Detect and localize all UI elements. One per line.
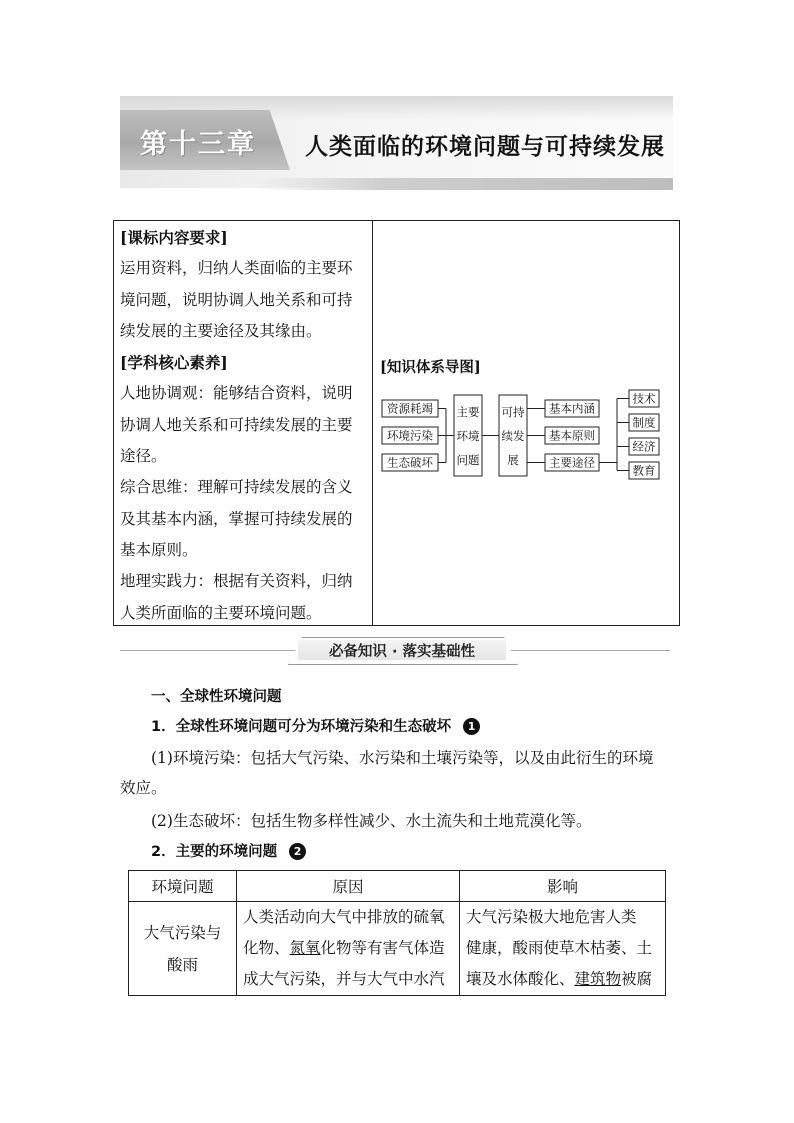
problem-label: 生态破坏: [387, 455, 433, 470]
section-heading: 一、全球性环境问题: [151, 689, 282, 705]
sustainable-label: 展: [507, 453, 519, 467]
section-banner-label: 必备知识 · 落实基础性: [328, 644, 476, 660]
paragraph-ecological: (2)生态破坏：包括生物多样性减少、水土流失和土地荒漠化等。: [151, 812, 592, 830]
problem-label: 资源耗竭: [387, 401, 433, 416]
note-marker-2[interactable]: 2: [289, 843, 306, 860]
sustainable-label: 续发: [501, 429, 525, 443]
underlined-term: 氮氧: [289, 939, 321, 957]
point-1-text: 1．全球性环境问题可分为环境污染和生态破坏: [151, 719, 452, 735]
cause-line: 成大气污染，并与大气中水汽: [243, 970, 445, 988]
chapter-number: 第十三章: [140, 129, 256, 160]
approach-label: 教育: [632, 463, 656, 478]
requirements-text: [120, 222, 368, 629]
main-problems-label: 环境: [456, 429, 480, 443]
point-1: [151, 717, 480, 737]
cause-fragment: 化物等有害气体造: [320, 939, 445, 957]
paragraph-pollution: (1)环境污染：包括大气污染、水污染和土壤污染等，以及由此衍生的环境: [151, 749, 654, 767]
table-header-row: [129, 871, 666, 902]
literacy-line: 综合思维：理解可持续发展的含义: [120, 478, 353, 497]
knowledge-map-title: [知识体系导图]: [380, 359, 481, 376]
curriculum-heading: [课标内容要求]: [120, 228, 228, 247]
note-marker-1[interactable]: 1: [463, 718, 480, 735]
problem-line: 酸雨: [166, 955, 198, 974]
literacy-line: 协调人地关系和可持续发展的主要: [120, 415, 353, 434]
curriculum-line: 运用资料，归纳人类面临的主要环: [120, 259, 353, 278]
approach-label: 经济: [632, 439, 656, 454]
cause-cell: [237, 902, 460, 996]
header-cause: 原因: [237, 871, 460, 902]
aspect-label: 基本原则: [549, 428, 595, 443]
header-problem: 环境问题: [129, 871, 237, 902]
aspect-label: 主要途径: [549, 455, 595, 470]
banner-underline: [255, 178, 673, 190]
literacy-line: 途径。: [120, 447, 167, 466]
literacy-line: 基本原则。: [120, 540, 198, 559]
cause-line: 人类活动向大气中排放的硫氧: [243, 908, 445, 926]
effect-fragment: 壤及水体酸化、: [466, 970, 575, 988]
problem-cell: [129, 902, 237, 996]
literacy-line: 及其基本内涵，掌握可持续发展的: [120, 509, 353, 528]
problem-label: 环境污染: [387, 428, 433, 443]
point-2-text: 2．主要的环境问题: [151, 844, 278, 860]
literacy-line: 地理实践力：根据有关资料，归纳: [120, 572, 353, 591]
main-problems-label: 问题: [456, 453, 480, 467]
sustainable-label: 可持: [501, 405, 525, 419]
underlined-term: 建筑物: [574, 970, 622, 988]
aspect-label: 基本内涵: [549, 401, 595, 416]
approach-label: 制度: [632, 415, 656, 430]
cause-fragment: 化物、: [243, 939, 290, 957]
literacy-heading: [学科核心素养]: [120, 353, 228, 373]
problem-line: 大气污染与: [143, 923, 222, 942]
curriculum-line: 续发展的主要途径及其缘由。: [120, 321, 322, 340]
cause-line: [243, 933, 453, 964]
environment-problems-table: [128, 870, 666, 996]
header-effect: 影响: [460, 871, 666, 902]
effect-line: 大气污染极大地危害人类: [466, 908, 637, 926]
effect-cell: [460, 902, 666, 996]
literacy-line: 人地协调观：能够结合资料，说明: [120, 384, 353, 403]
effect-line: 健康，酸雨使草木枯萎、土: [466, 939, 653, 957]
main-problems-label: 主要: [456, 405, 480, 419]
paragraph-pollution-cont: 效应。: [120, 779, 167, 797]
approach-label: 技术: [632, 391, 656, 406]
literacy-line: 人类所面临的主要环境问题。: [120, 603, 322, 622]
effect-line: [466, 964, 659, 995]
table-row: [129, 902, 666, 996]
effect-fragment: 被腐: [621, 970, 653, 988]
chapter-title: 人类面临的环境问题与可持续发展: [305, 133, 665, 160]
knowledge-map-diagram: [372, 380, 672, 490]
curriculum-line: 境问题，说明协调人地关系和可持: [120, 290, 353, 309]
point-2: [151, 842, 306, 862]
